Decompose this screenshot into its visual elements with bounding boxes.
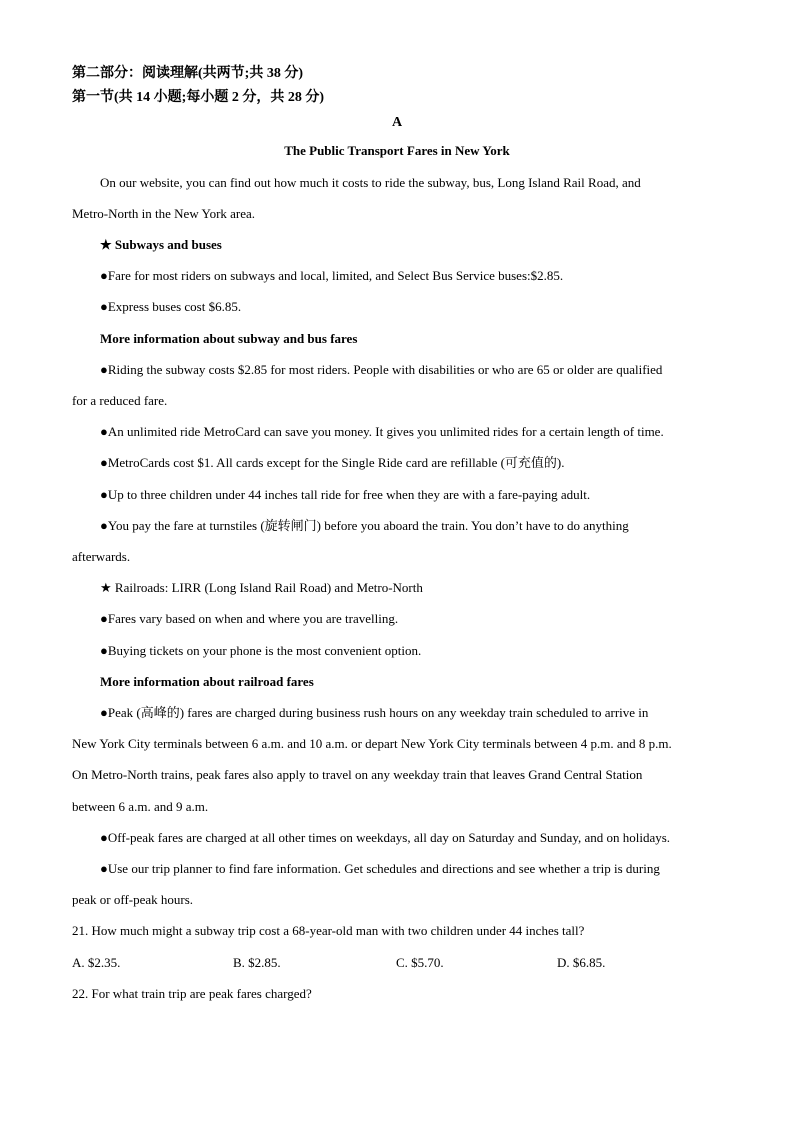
question-22-stem: 22. For what train trip are peak fares charged? (72, 986, 312, 1001)
question-21-option-d: D. $6.85. (557, 955, 606, 970)
intro-line-2: Metro-North in the New York area. (72, 206, 256, 221)
section-heading: 第一节(共 14 小题;每小题 2 分，共 28 分) (72, 90, 324, 105)
subway-more-item-5a: ●You pay the fare at turnstiles (旋转闸门) before you aboard the train. You don’t have to do anything (100, 518, 629, 533)
railroad-more-item-1b: New York City terminals between 6 a.m. and 10 a.m. or depart New York City terminals between 4 p.m. and 8 p.m. (72, 736, 672, 751)
railroad-more-item-3a: ●Use our trip planner to find fare information. Get schedules and directions and see whether a trip is during (100, 861, 660, 876)
railroad-more-item-1a: ●Peak (高峰的) fares are charged during business rush hours on any weekday train scheduled to arrive in (100, 705, 649, 720)
question-21-option-c: C. $5.70. (396, 955, 444, 970)
railroad-item-2: ●Buying tickets on your phone is the most convenient option. (100, 643, 422, 658)
passage-letter: A (391, 115, 403, 130)
question-21-stem: 21. How much might a subway trip cost a 68-year-old man with two children under 44 inches tall? (72, 923, 585, 938)
railroad-item-1: ●Fares vary based on when and where you are travelling. (100, 611, 399, 626)
subway-more-item-4: ●Up to three children under 44 inches tall ride for free when they are with a fare-paying adult. (100, 487, 591, 502)
subway-bus-item-2: ●Express buses cost $6.85. (100, 299, 242, 314)
railroad-more-item-2: ●Off-peak fares are charged at all other times on weekdays, all day on Saturday and Sunday, and on holidays. (100, 830, 671, 845)
subway-more-item-5b: afterwards. (72, 549, 131, 564)
subway-bus-item-1: ●Fare for most riders on subways and local, limited, and Select Bus Service buses:$2.85. (100, 268, 564, 283)
railroad-more-heading: More information about railroad fares (100, 674, 314, 689)
railroad-more-item-3b: peak or off-peak hours. (72, 892, 194, 907)
subways-buses-heading: ★ Subways and buses (100, 237, 222, 252)
subway-bus-more-heading: More information about subway and bus fares (100, 331, 358, 346)
passage-title: The Public Transport Fares in New York (284, 143, 510, 158)
intro-line-1: On our website, you can find out how much it costs to ride the subway, bus, Long Island Rail Road, and (100, 175, 641, 190)
subway-more-item-3: ●MetroCards cost $1. All cards except for the Single Ride card are refillable (可充值的). (100, 455, 565, 470)
subway-more-item-1a: ●Riding the subway costs $2.85 for most riders. People with disabilities or who are 65 or older are qualified (100, 362, 663, 377)
question-21-option-b: B. $2.85. (233, 955, 281, 970)
railroad-more-item-1c: On Metro-North trains, peak fares also apply to travel on any weekday train that leaves Grand Central Station (72, 767, 643, 782)
railroad-more-item-1d: between 6 a.m. and 9 a.m. (72, 799, 209, 814)
subway-more-item-2: ●An unlimited ride MetroCard can save you money. It gives you unlimited rides for a certain length of time. (100, 424, 664, 439)
subway-more-item-1b: for a reduced fare. (72, 393, 168, 408)
part-heading: 第二部分：阅读理解(共两节;共 38 分) (72, 66, 303, 81)
railroads-heading: ★ Railroads: LIRR (Long Island Rail Road) and Metro-North (100, 580, 423, 595)
question-21-option-a: A. $2.35. (72, 955, 121, 970)
